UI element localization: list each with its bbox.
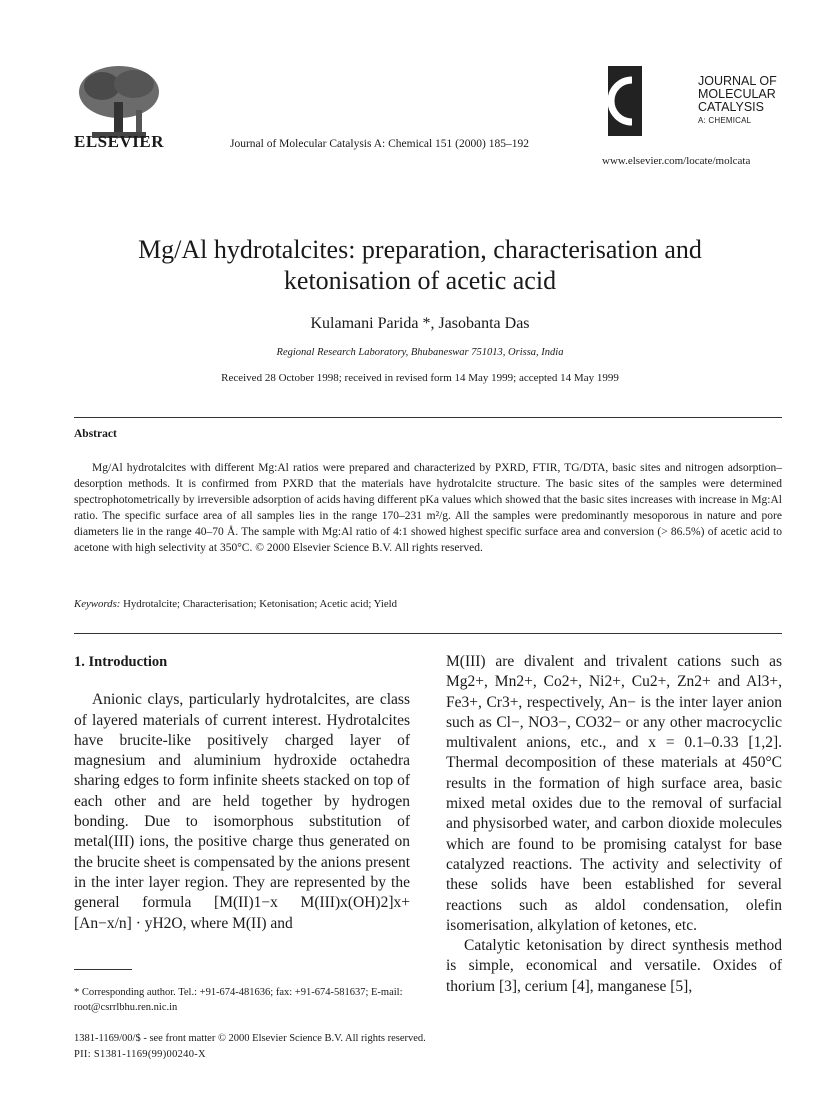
abstract-heading: Abstract [74, 428, 117, 440]
keywords-label: Keywords: [74, 598, 121, 610]
received-dates: Received 28 October 1998; received in revised form 14 May 1999; accepted 14 May 1999 [221, 372, 619, 384]
article-title [60, 234, 780, 296]
title-line-2: ketonisation of acetic acid [283, 266, 557, 295]
authors: Kulamani Parida *, Jasobanta Das [310, 315, 530, 332]
intro-paragraph-2: M(III) are divalent and trivalent cations such as Mg2+, Mn2+, Co2+, Ni2+, Cu2+, Zn2+ and Al3+, Fe3+, Cr3+, respectively, An− is the inter layer anion such as Cl−, NO3−, CO32− or any other macrocyclic multivalent anions, etc., and x = 0.1–0.33 [1,2]. Thermal decomposition of these materials at 450°C results in the formation of high surface area, basic mixed metal oxides due to the removal of surfacial and physisorbed water, and carbon dioxide molecules which are found to be promising catalyst for base catalyzed reactions. The activity and selectivity of these solids have been established for several reactions such as aldol condensation, olefin isomerisation, alkylation of ketones, etc. [446, 653, 782, 934]
intro-paragraph-1: Anionic clays, particularly hydrotalcites, are class of layered materials of current interest. Hydrotalcites have brucite-like positively charged layer of magnesium and aluminium hydroxide octahedra sharing edges to form infinite sheets stacked on top of each other and are held together by hydrogen bonding. Due to isomorphous substitution of metal(III) ions, the positive charge thus generated on the brucite sheet is compensated by the anions present in the inter layer region. They are represented by the general formula [M(II)1−x M(III)x(OH)2]x+[An−x/n] · yH2O, where M(II) and [74, 691, 410, 932]
journal-logo-line3: CATALYSIS [698, 100, 764, 114]
right-column [446, 652, 782, 997]
journal-logo-text [698, 75, 777, 127]
left-column [74, 652, 410, 934]
section-heading: 1. Introduction [74, 654, 168, 670]
keywords-text: Hydrotalcite; Characterisation; Ketonisation; Acetic acid; Yield [123, 598, 398, 610]
journal-logo-line2: MOLECULAR [698, 87, 776, 101]
title-line-1: Mg/Al hydrotalcites: preparation, characterisation and [138, 235, 702, 264]
journal-url-link[interactable]: www.elsevier.com/locate/molcata [602, 155, 751, 167]
divider-mid [74, 633, 782, 634]
footer-copyright: 1381-1169/00/$ - see front matter © 2000 Elsevier Science B.V. All rights reserved. [74, 1033, 426, 1044]
divider-top [74, 417, 782, 418]
journal-logo-line4: A: CHEMICAL [698, 116, 752, 125]
abstract-body [74, 460, 782, 557]
journal-c-logo-icon [608, 66, 642, 136]
journal-logo-line1: JOURNAL OF [698, 74, 777, 88]
keywords [74, 598, 397, 610]
affiliation: Regional Research Laboratory, Bhubaneswar 751013, Orissa, India [276, 347, 564, 358]
journal-citation: Journal of Molecular Catalysis A: Chemical 151 (2000) 185–192 [230, 138, 529, 150]
publisher-name: ELSEVIER [74, 132, 164, 151]
footer-pii: PII: S1381-1169(99)00240-X [74, 1049, 206, 1060]
footnote: * Corresponding author. Tel.: +91-674-481636; fax: +91-674-581637; E-mail: root@csrrlbhu.ren.nic.in [74, 987, 403, 1013]
intro-paragraph-3: Catalytic ketonisation by direct synthesis method is simple, economical and versatile. Oxides of thorium [3], cerium [4], manganese [5], [446, 937, 782, 995]
abstract-text: Mg/Al hydrotalcites with different Mg:Al ratios were prepared and characterized by PXRD, FTIR, TG/DTA, basic sites and nitrogen adsorption–desorption methods. It is confirmed from PXRD that the materials have hydrotalcite structure. The basic sites of the samples were determined spectrophotometrically by irreversible adsorption of acids having different pKa values which showed that the basic sites increases with increase in Mg:Al ratio. The specific surface area of all samples lies in the range 170–231 m²/g. All the samples were predominantly mesoporous in nature and pore diameters lie in the range 40–70 Å. The sample with Mg:Al ratio of 4:1 showed highest specific surface area and conversion (> 86.5%) of acetic acid to acetone with high selectivity at 350°C. © 2000 Elsevier Science B.V. All rights reserved. [74, 462, 782, 555]
footnote-divider [74, 969, 132, 970]
